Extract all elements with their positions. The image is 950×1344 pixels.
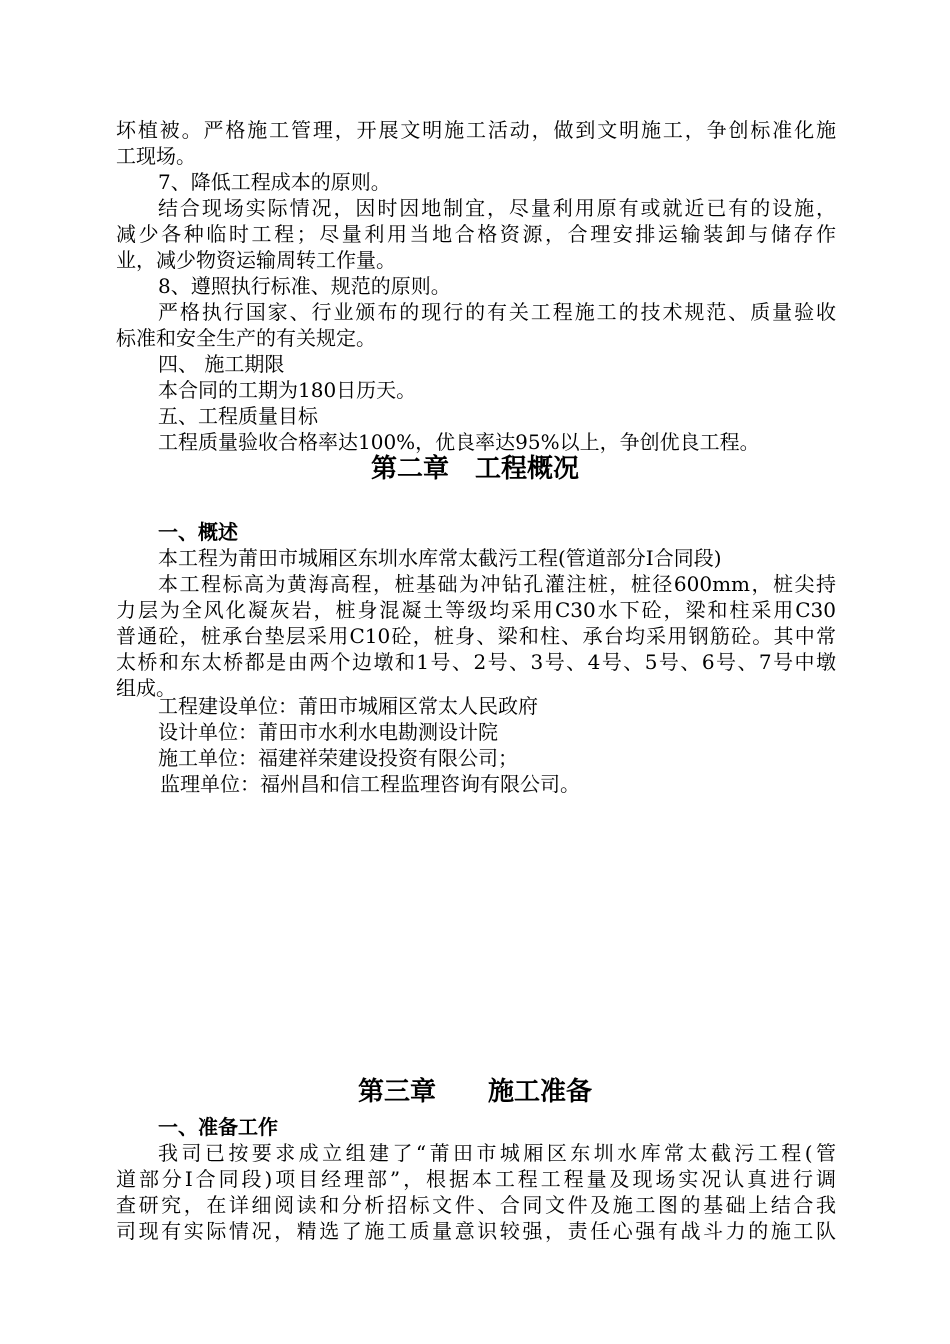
paragraph-line: 严格执行国家、行业颁布的现行的有关工程施工的技术规范、质量验收	[158, 300, 836, 324]
paragraph-line: 标准和安全生产的有关规定。	[116, 326, 376, 350]
info-line: 工程建设单位：莆田市城厢区常太人民政府	[158, 694, 538, 718]
section-heading: 四、 施工期限	[158, 352, 285, 376]
section-heading: 五、工程质量目标	[158, 404, 318, 428]
section-heading: 一、概述	[158, 520, 238, 544]
paragraph-line: 结合现场实际情况，因时因地制宜，尽量利用原有或就近已有的设施，	[158, 196, 836, 220]
chapter-title: 第三章 施工准备	[357, 1077, 592, 1107]
info-line: 施工单位：福建祥荣建设投资有限公司；	[158, 746, 518, 770]
paragraph-line: 组成。	[116, 676, 176, 700]
paragraph-line: 力层为全风化凝灰岩，桩身混凝土等级均采用C30水下砼，梁和柱采用C30	[116, 598, 836, 622]
paragraph-line: 坏植被。严格施工管理，开展文明施工活动，做到文明施工，争创标准化施	[116, 118, 836, 142]
chapter-title: 第二章 工程概况	[370, 454, 579, 484]
principle-heading: 7、降低工程成本的原则。	[158, 170, 391, 194]
principle-heading: 8、遵照执行标准、规范的原则。	[158, 274, 451, 298]
paragraph-line: 本工程为莆田市城厢区东圳水库常太截污工程(管道部分Ⅰ合同段)	[158, 546, 722, 570]
paragraph-line: 查研究，在详细阅读和分析招标文件、合同文件及施工图的基础上结合我	[116, 1193, 836, 1217]
paragraph-line: 普通砼，桩承台垫层采用C10砼，桩身、梁和柱、承台均采用钢筋砼。其中常	[116, 624, 836, 648]
paragraph-line: 道部分Ⅰ合同段)项目经理部”，根据本工程工程量及现场实况认真进行调	[116, 1167, 836, 1191]
paragraph-line: 工现场。	[116, 144, 196, 168]
info-line: 设计单位：莆田市水利水电勘测设计院	[158, 720, 498, 744]
paragraph-line: 减少各种临时工程；尽量利用当地合格资源，合理安排运输装卸与储存作	[116, 222, 836, 246]
paragraph-line: 太桥和东太桥都是由两个边墩和1号、2号、3号、4号、5号、6号、7号中墩	[116, 650, 836, 674]
section-heading: 一、准备工作	[158, 1115, 278, 1139]
paragraph-line: 本工程标高为黄海高程，桩基础为冲钻孔灌注桩，桩径600mm，桩尖持	[158, 572, 836, 596]
paragraph-line: 司现有实际情况，精选了施工质量意识较强，责任心强有战斗力的施工队	[116, 1219, 836, 1243]
paragraph-line: 业，减少物资运输周转工作量。	[116, 248, 396, 272]
info-line: 监理单位：福州昌和信工程监理咨询有限公司。	[160, 772, 580, 796]
paragraph-line: 本合同的工期为180日历天。	[158, 378, 417, 402]
paragraph-line: 我司已按要求成立组建了“莆田市城厢区东圳水库常太截污工程(管	[158, 1141, 836, 1165]
paragraph-line: 工程质量验收合格率达100%，优良率达95%以上，争创优良工程。	[158, 430, 760, 454]
